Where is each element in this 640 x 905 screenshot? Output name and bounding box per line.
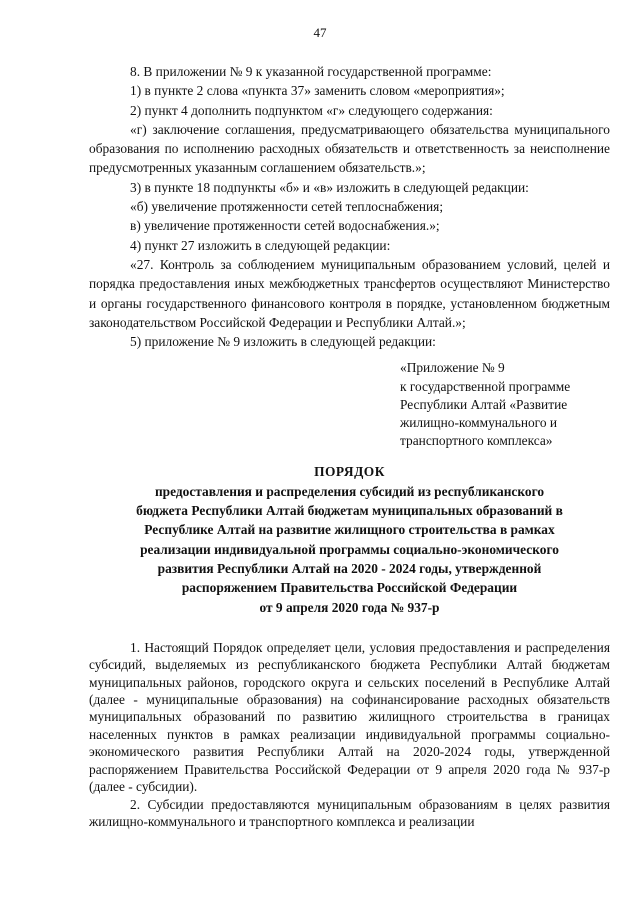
appendix-note-line: Республики Алтай «Развитие	[400, 396, 568, 412]
procedure-section-2: 2. Субсидии предоставляются муниципальным образованиям в целях развития жилищно-коммунального и транспортного комплекса и реализации	[89, 796, 610, 829]
appendix-note	[400, 359, 610, 450]
procedure-subtitle-line: реализации индивидуальной программы социально-экономического	[140, 541, 559, 557]
amendment-subitem-3-b: «б) увеличение протяженности сетей теплоснабжения;	[130, 199, 444, 215]
procedure-subtitle-line: предоставления и распределения субсидий из республиканского	[154, 483, 545, 499]
procedure-sections	[89, 639, 610, 830]
document-body	[89, 62, 610, 830]
appendix-note-line: транспортного комплекса»	[400, 433, 553, 449]
appendix-note-line: к государственной программе	[400, 378, 571, 394]
amendment-subitem-3-v: в) увеличение протяженности сетей водоснабжения.»;	[130, 218, 440, 234]
amendment-subitem-4-clause-27: «27. Контроль за соблюдением муниципальным образованием условий, целей и порядка предоставления иных межбюджетных трансфертов осуществляют Министерство и органы государственного финансового контроля в порядке, установленном бюджетным законодательством Российской Федерации и Республики Алтай.»;	[89, 256, 610, 330]
appendix-note-line: жилищно-коммунального и	[400, 415, 558, 431]
procedure-subtitle-line: развития Республики Алтай на 2020 - 2024 годы, утвержденной	[157, 560, 542, 576]
procedure-subtitle-line: от 9 апреля 2020 года № 937-р	[259, 599, 440, 615]
appendix-note-line: «Приложение № 9	[400, 360, 505, 376]
amendment-item-8: 8. В приложении № 9 к указанной государственной программе:	[130, 64, 492, 79]
page-number: 47	[313, 25, 327, 40]
procedure-subtitle-line: Республике Алтай на развитие жилищного строительства в рамках	[144, 522, 555, 538]
amendment-subitem-1: 1) в пункте 2 слова «пункта 37» заменить словом «мероприятия»;	[130, 83, 505, 99]
amendment-subitem-3: 3) в пункте 18 подпункты «б» и «в» изложить в следующей редакции:	[130, 179, 529, 195]
procedure-section-1: 1. Настоящий Порядок определяет цели, условия предоставления и распределения субсидий, выделяемых из республиканского бюджета Республики Алтай бюджетам муниципальных районов, городского округа и сельских поселений в Республике Алтай (далее - муниципальные образования) на софинансирование расходных обязательств муниципальных образований по развитию жилищного строительства в границах населенных пунктов в рамках реализации индивидуальной программы социально-экономического развития Республики Алтай на 2020-2024 годы, утвержденной распоряжением Правительства Российской Федерации от 9 апреля 2020 года № 937-р (далее - субсидии).	[89, 639, 610, 795]
amendment-subitem-4: 4) пункт 27 изложить в следующей редакции:	[130, 237, 391, 253]
procedure-heading	[89, 462, 610, 616]
amendment-subitem-2: 2) пункт 4 дополнить подпунктом «г» следующего содержания:	[130, 102, 493, 118]
amendment-subitem-2-g: «г) заключение соглашения, предусматривающего обязательства муниципального образования по исполнению расходных обязательств и ответственность за неисполнение предусмотренных указанным соглашением обязательств.»;	[89, 121, 610, 176]
amendment-subitem-5: 5) приложение № 9 изложить в следующей редакции:	[130, 334, 436, 350]
procedure-subtitle-line: бюджета Республики Алтай бюджетам муниципальных образований в	[136, 503, 563, 519]
procedure-subtitle-line: распоряжением Правительства Российской Федерации	[181, 580, 518, 596]
procedure-title: ПОРЯДОК	[314, 464, 385, 480]
